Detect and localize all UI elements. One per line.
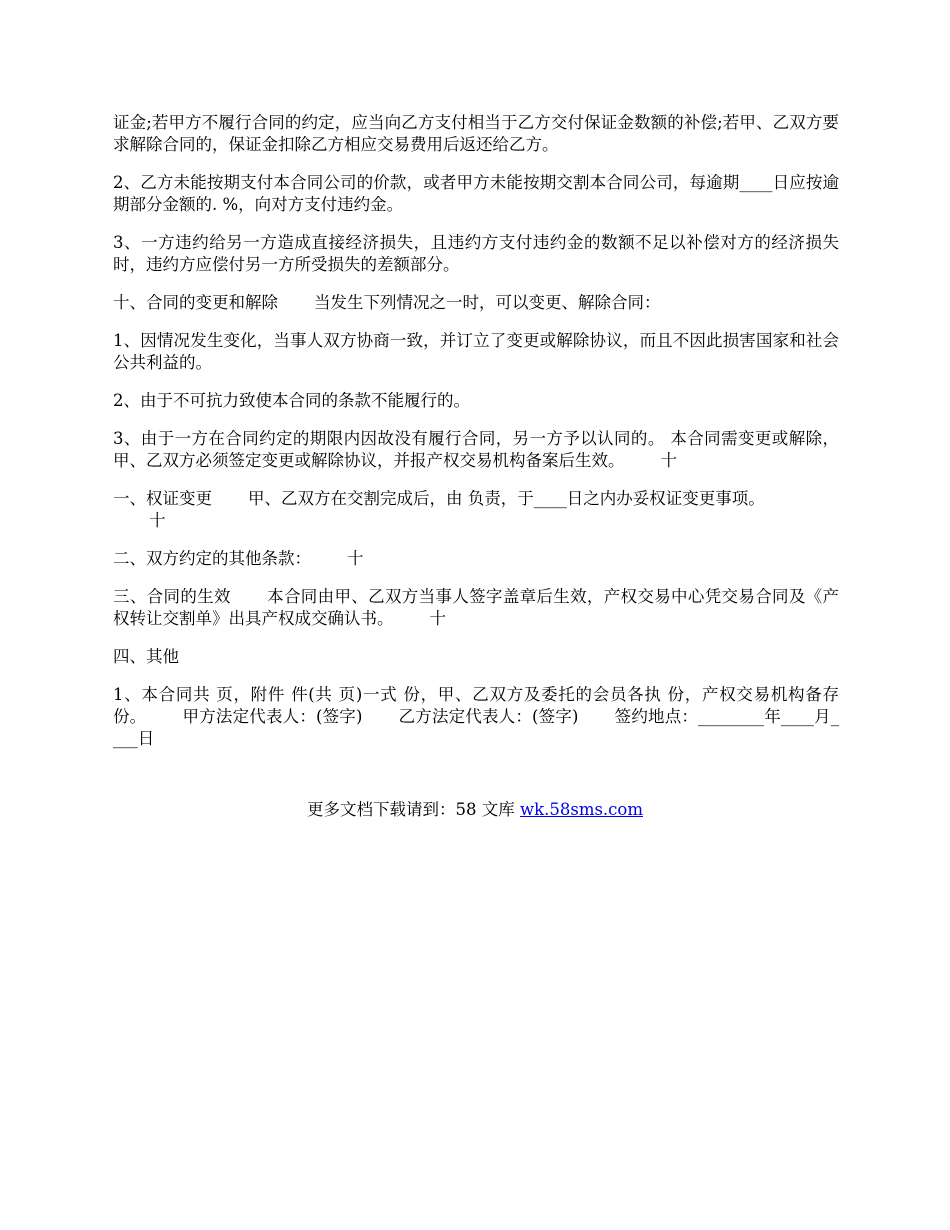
paragraph-signature-block	[113, 684, 839, 750]
section-title-change	[113, 488, 839, 532]
section-text: 当发生下列情况之一时，可以变更、解除合同：	[314, 293, 661, 312]
party-b-signature: 乙方法定代表人：(签字)	[398, 707, 579, 726]
party-a-signature: 甲方法定代表人：(签字)	[182, 707, 363, 726]
section-heading: 二、双方约定的其他条款：	[113, 549, 311, 568]
paragraph-loss-compensation: 3、一方违约给另一方造成直接经济损失，且违约方支付违约金的数额不足以补偿对方的经济损失时，违约方应偿付另一方所受损失的差额部分。	[113, 233, 839, 274]
signing-place-date: 签约地点：________年____月____日	[113, 707, 840, 748]
paragraph-late-payment-penalty: 2、乙方未能按期支付本合同公司的价款，或者甲方未能按期交割本合同公司，每逾期____日应按逾期部分金额的. %，向对方支付违约金。	[113, 173, 839, 214]
section-marker: 十	[347, 549, 364, 568]
section-marker: 十	[660, 451, 677, 470]
paragraph-text: 1、本合同共 页，附件 件(共 页)一式 份，甲、乙双方及委托的会员各执 份，产权交易机构备存份。	[113, 685, 839, 726]
section-heading: 一、权证变更	[113, 489, 212, 508]
paragraph-change-condition-3	[113, 428, 839, 472]
section-marker: 十	[149, 511, 166, 530]
section-other-terms	[113, 548, 839, 570]
section-contract-change	[113, 292, 839, 314]
section-other: 四、其他	[113, 647, 179, 666]
footer-link[interactable]: wk.58sms.com	[519, 800, 643, 819]
section-text: 甲、乙双方在交割完成后，由 负责，于____日之内办妥权证变更事项。	[248, 489, 765, 508]
section-text: 本合同由甲、乙双方当事人签字盖章后生效，产权交易中心凭交易合同及《产权转让交割单》出具产权成交确认书。	[113, 587, 840, 628]
paragraph-change-condition-1: 1、因情况发生变化，当事人双方协商一致，并订立了变更或解除协议，而且不因此损害国家和社会公共利益的。	[113, 331, 839, 372]
section-heading: 三、合同的生效	[113, 587, 231, 606]
document-body	[113, 112, 839, 766]
footer	[0, 799, 950, 821]
paragraph-change-condition-2: 2、由于不可抗力致使本合同的条款不能履行的。	[113, 391, 470, 410]
section-contract-effect	[113, 586, 839, 630]
footer-text: 更多文档下载请到：58 文库	[306, 800, 520, 819]
paragraph-text: 3、由于一方在合同约定的期限内因故没有履行合同，另一方予以认同的。 本合同需变更或解除，甲、乙双方必须签定变更或解除协议，并报产权交易机构备案后生效。	[113, 429, 839, 470]
section-heading: 十、合同的变更和解除	[113, 293, 278, 312]
paragraph-deposit-compensation: 证金;若甲方不履行合同的约定，应当向乙方支付相当于乙方交付保证金数额的补偿;若甲、乙双方要求解除合同的，保证金扣除乙方相应交易费用后返还给乙方。	[113, 113, 839, 154]
section-marker: 十	[429, 609, 446, 628]
